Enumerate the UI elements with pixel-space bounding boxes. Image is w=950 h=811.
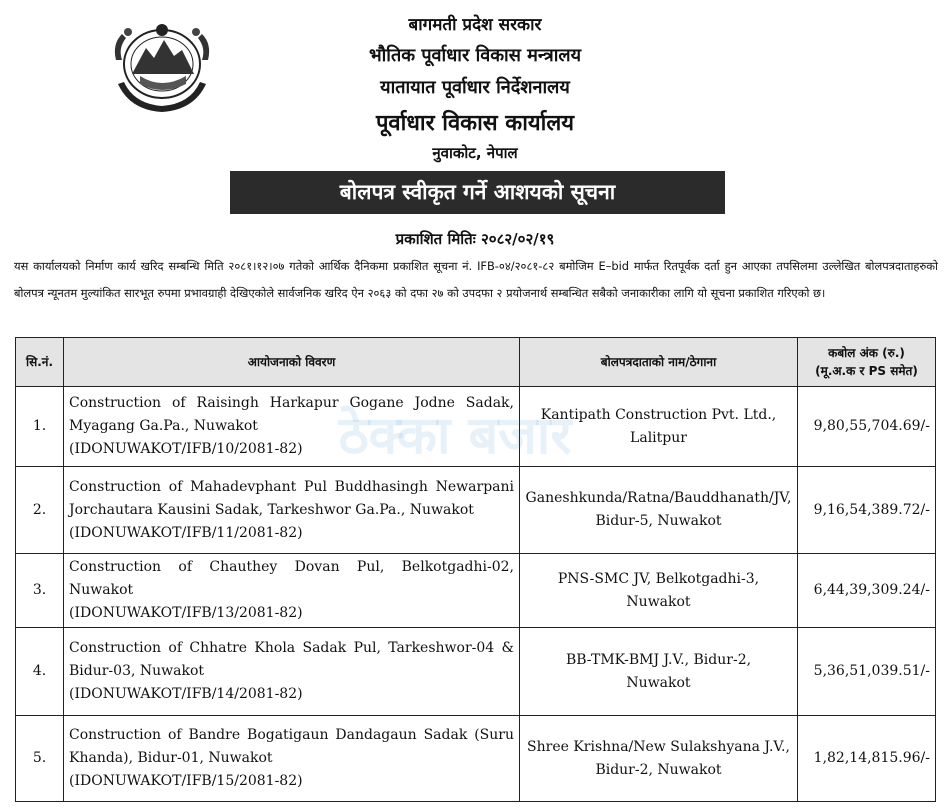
- row-bidder: [520, 467, 798, 554]
- table-row: [16, 387, 936, 467]
- row-project: [64, 554, 520, 628]
- project-description: Construction of Chauthey Dovan Pul, Belkotgadhi-02, Nuwakot: [69, 559, 514, 598]
- row-amount: 9,80,55,704.69/-: [798, 387, 936, 467]
- project-ifb: (IDONUWAKOT/IFB/13/2081-82): [69, 605, 303, 621]
- table-header-row: [16, 338, 936, 387]
- header-amount: [798, 338, 936, 387]
- row-sn: 5.: [16, 716, 64, 802]
- bidder-name: Kantipath Construction Pvt. Ltd.,: [540, 406, 777, 423]
- office-name: पूर्वाधार विकास कार्यालय: [375, 111, 575, 136]
- header-amount-line1: कबोल अंक (रु.): [828, 346, 905, 360]
- row-bidder: [520, 628, 798, 716]
- office-location: नुवाकोट, नेपाल: [432, 144, 518, 162]
- row-bidder: [520, 387, 798, 467]
- bidder-address: Bidur-5, Nuwakot: [595, 513, 722, 529]
- row-sn: 2.: [16, 467, 64, 554]
- project-ifb: (IDONUWAKOT/IFB/10/2081-82): [69, 441, 303, 457]
- ministry-name: भौतिक पूर्वाधार विकास मन्त्रालय: [368, 45, 582, 66]
- row-amount: 6,44,39,309.24/-: [798, 554, 936, 628]
- table-row: [16, 554, 936, 628]
- row-sn: 4.: [16, 628, 64, 716]
- project-ifb: (IDONUWAKOT/IFB/15/2081-82): [69, 773, 303, 789]
- row-amount: 9,16,54,389.72/-: [798, 467, 936, 554]
- row-amount: 5,36,51,039.51/-: [798, 628, 936, 716]
- table-row: [16, 716, 936, 802]
- project-description: Construction of Bandre Bogatigaun Dandagaun Sadak (Suru Khanda), Bidur-01, Nuwakot: [69, 727, 514, 766]
- bidder-name: Shree Krishna/New Sulakshyana J.V.,: [527, 738, 790, 755]
- bidder-address: Bidur-2, Nuwakot: [595, 761, 722, 778]
- row-project: [64, 628, 520, 716]
- table-row: [16, 628, 936, 716]
- published-date: प्रकाशित मितिः २०८२/०२/१९: [395, 230, 555, 248]
- project-description: Construction of Mahadevphant Pul Buddhasingh Newarpani Jorchautara Kausini Sadak, Tarkeshwor Ga.Pa., Nuwakot: [69, 478, 514, 518]
- header-amount-line2: (मू.अ.क र PS समेत): [815, 364, 918, 378]
- bidder-name: Ganeshkunda/Ratna/Bauddhanath/JV,: [525, 490, 792, 506]
- project-description: Construction of Raisingh Harkapur Gogane Jodne Sadak, Myagang Ga.Pa., Nuwakot: [69, 395, 514, 434]
- directorate-name: यातायात पूर्वाधार निर्देशनालय: [380, 77, 570, 98]
- header-project: आयोजनाको विवरण: [64, 338, 520, 387]
- bidder-address: Nuwakot: [626, 674, 691, 691]
- row-bidder: [520, 554, 798, 628]
- project-ifb: (IDONUWAKOT/IFB/14/2081-82): [69, 686, 303, 702]
- bidder-name: BB-TMK-BMJ J.V., Bidur-2,: [565, 651, 752, 668]
- bidder-address: Lalitpur: [630, 429, 687, 446]
- row-sn: 1.: [16, 387, 64, 467]
- header-sn: सि.नं.: [16, 338, 64, 387]
- watermark: ठेक्का बजार: [338, 406, 572, 466]
- notice-title-banner: बोलपत्र स्वीकृत गर्ने आशयको सूचना: [230, 171, 725, 214]
- header-bidder: बोलपत्रदाताको नाम/ठेगाना: [520, 338, 798, 387]
- project-description: Construction of Chhatre Khola Sadak Pul, Tarkeshwor-04 & Bidur-03, Nuwakot: [69, 640, 514, 679]
- row-sn: 3.: [16, 554, 64, 628]
- row-project: [64, 716, 520, 802]
- bidder-address: Nuwakot: [626, 593, 691, 610]
- row-amount: 1,82,14,815.96/-: [798, 716, 936, 802]
- province-government: बागमती प्रदेश सरकार: [408, 15, 542, 35]
- table-row: [16, 467, 936, 554]
- bidder-name: PNS-SMC JV, Belkotgadhi-3,: [557, 570, 760, 587]
- intro-paragraph: यस कार्यालयको निर्माण कार्य खरिद सम्बन्धि मिति २०८१।१२।०७ गतेको आर्थिक दैनिकमा प्रकाशित सूचना नं. IFB-०४/२०८१-८२ बमोजिम E–bid मार्फत रितपूर्वक दर्ता हुन आएका तपसिलमा उल्लेखित बोलपत्रदाताहरुको बोलपत्र न्यूनतम मुल्यांकित सारभूत रुपमा प्रभावग्राही देखिएकोले सार्वजनिक खरिद ऐन २०६३ को दफा २७ को उपदफा २ प्रयोजनार्थ सम्बन्धित सबैको जनाकारीका लागि यो सूचना प्रकाशित गरिएको छ।: [14, 259, 938, 300]
- bid-acceptance-table: [15, 337, 936, 802]
- row-project: [64, 467, 520, 554]
- row-bidder: [520, 716, 798, 802]
- row-project: [64, 387, 520, 467]
- project-ifb: (IDONUWAKOT/IFB/11/2081-82): [69, 524, 303, 541]
